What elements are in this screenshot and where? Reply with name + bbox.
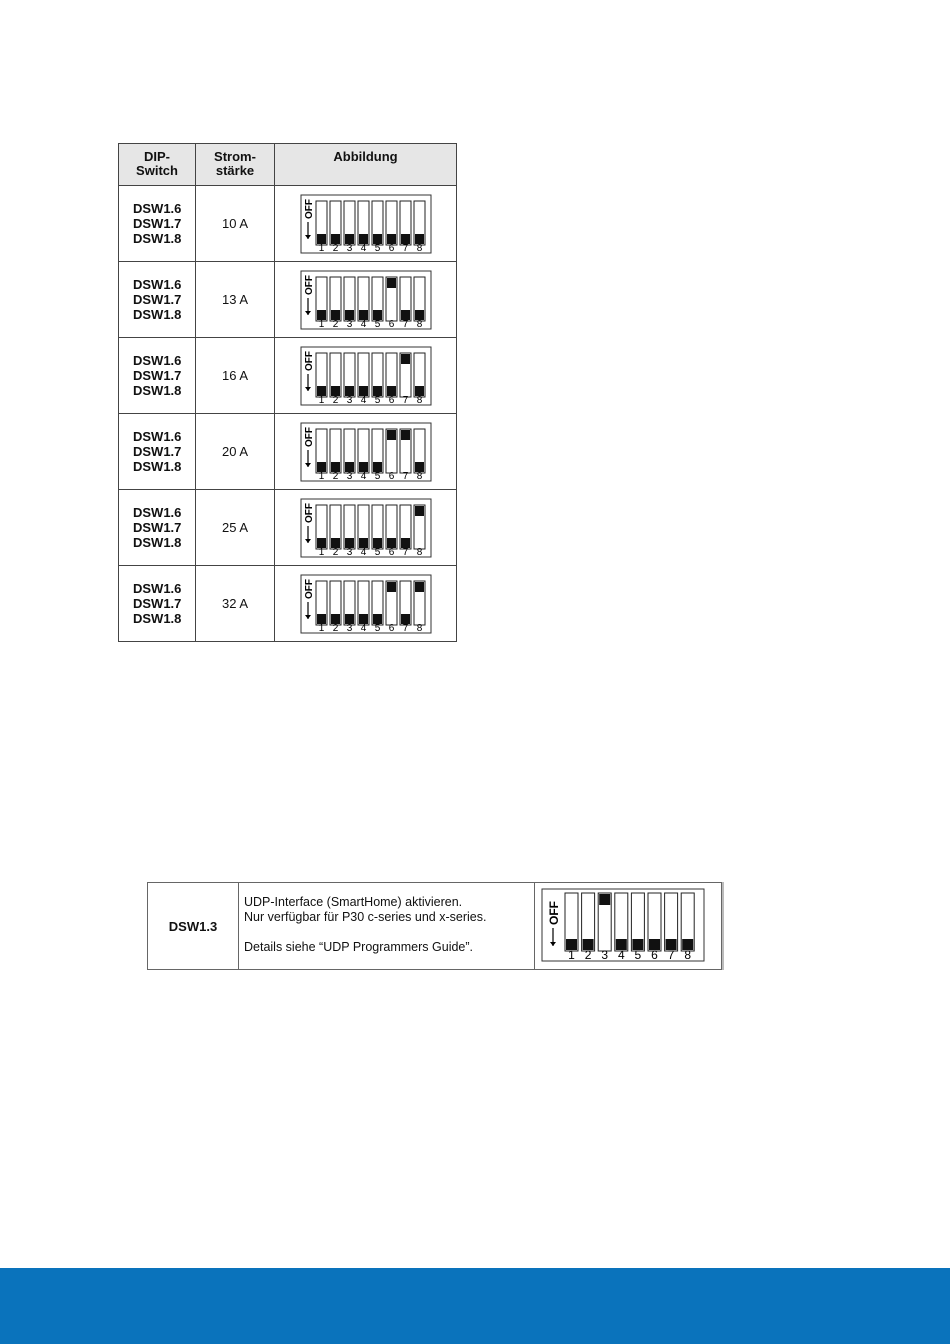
dip-switch-diagram	[535, 883, 723, 969]
dsw-label: DSW1.8	[133, 231, 182, 246]
switch-number: 5	[374, 622, 380, 634]
current-cell: 16 A	[196, 338, 275, 414]
dsw-cell	[119, 262, 196, 338]
switch-number: 2	[332, 318, 338, 330]
dsw-cell	[119, 186, 196, 262]
dsw-label: DSW1.8	[133, 459, 182, 474]
dsw-label: DSW1.7	[133, 520, 182, 535]
switch-number: 6	[388, 242, 394, 254]
figure-cell	[275, 262, 457, 338]
switch-number: 1	[318, 394, 324, 406]
dip-lever	[401, 354, 410, 364]
switch-number: 6	[651, 948, 658, 962]
switch-number: 5	[374, 242, 380, 254]
switch-number: 1	[318, 318, 324, 330]
dsw-cell	[119, 414, 196, 490]
switch-number: 7	[402, 394, 408, 406]
switch-number: 3	[346, 622, 352, 634]
dip-switch-diagram	[300, 269, 432, 331]
switch-number: 7	[402, 470, 408, 482]
header-dip-switch: DIP- Switch	[119, 144, 196, 186]
switch-number: 4	[360, 546, 366, 558]
current-cell: 32 A	[196, 566, 275, 642]
switch-number: 2	[584, 948, 592, 962]
header-abbildung: Abbildung	[275, 144, 457, 186]
switch-number: 1	[318, 622, 324, 634]
switch-number: 7	[667, 948, 675, 962]
switch-number: 5	[374, 394, 380, 406]
switch-number: 8	[416, 546, 422, 558]
switch-number: 2	[332, 394, 338, 406]
switch-number: 3	[601, 948, 609, 962]
figure-cell	[275, 414, 457, 490]
current-cell: 13 A	[196, 262, 275, 338]
dsw-label: DSW1.7	[133, 368, 182, 383]
switch-number: 8	[416, 470, 422, 482]
switch-number: 2	[332, 546, 338, 558]
udp-line-2: Nur verfügbar für P30 c-series und x-series.	[244, 910, 487, 924]
table-header-row	[119, 144, 457, 186]
switch-number: 7	[402, 318, 408, 330]
dsw-label: DSW1.7	[133, 216, 182, 231]
switch-number: 4	[360, 318, 366, 330]
switch-number: 3	[346, 394, 352, 406]
off-label: OFF	[303, 426, 315, 447]
udp-line-1: UDP-Interface (SmartHome) aktivieren.	[244, 895, 463, 909]
off-label: OFF	[303, 502, 315, 523]
switch-number: 6	[388, 622, 394, 634]
off-label: OFF	[303, 350, 315, 371]
dsw-cell	[119, 566, 196, 642]
dsw-label: DSW1.7	[133, 444, 182, 459]
switch-number: 4	[360, 242, 366, 254]
dip-switch-diagram	[300, 421, 432, 483]
dip-switch-diagram	[300, 345, 432, 407]
switch-number: 4	[360, 394, 366, 406]
dsw-label: DSW1.6	[133, 505, 182, 520]
switch-number: 1	[318, 546, 324, 558]
switch-number: 2	[332, 242, 338, 254]
udp-interface-box	[147, 882, 722, 970]
table-row	[119, 186, 457, 262]
switch-number: 6	[388, 394, 394, 406]
current-cell: 25 A	[196, 490, 275, 566]
dsw-label: DSW1.8	[133, 611, 182, 626]
off-label: OFF	[303, 274, 315, 295]
off-label: OFF	[547, 901, 561, 925]
switch-number: 6	[388, 470, 394, 482]
dsw-label: DSW1.6	[133, 201, 182, 216]
header-stromstaerke: Strom- stärke	[196, 144, 275, 186]
dip-lever	[599, 894, 610, 905]
current-cell: 10 A	[196, 186, 275, 262]
page-edge-line	[722, 882, 724, 970]
switch-number: 5	[634, 948, 642, 962]
switch-number: 8	[416, 318, 422, 330]
udp-switch-code: DSW1.3	[148, 883, 239, 969]
switch-number: 8	[416, 622, 422, 634]
switch-number: 8	[416, 242, 422, 254]
switch-number: 2	[332, 470, 338, 482]
dip-lever	[387, 430, 396, 440]
udp-figure-cell	[534, 883, 722, 969]
table-row	[119, 414, 457, 490]
figure-cell	[275, 566, 457, 642]
dsw-label: DSW1.8	[133, 535, 182, 550]
switch-number: 1	[318, 242, 324, 254]
switch-number: 3	[346, 318, 352, 330]
dip-lever	[387, 278, 396, 288]
table-row	[119, 490, 457, 566]
switch-number: 4	[360, 622, 366, 634]
off-label: OFF	[303, 198, 315, 219]
dsw-cell	[119, 338, 196, 414]
dip-switch-diagram	[300, 497, 432, 559]
switch-number: 7	[402, 242, 408, 254]
dip-lever	[415, 582, 424, 592]
dip-switch-table	[118, 143, 457, 642]
current-cell: 20 A	[196, 414, 275, 490]
switch-number: 4	[360, 470, 366, 482]
switch-number: 4	[617, 948, 625, 962]
dsw-label: DSW1.6	[133, 353, 182, 368]
switch-number: 3	[346, 470, 352, 482]
switch-number: 3	[346, 242, 352, 254]
dsw-label: DSW1.8	[133, 307, 182, 322]
dsw-label: DSW1.8	[133, 383, 182, 398]
table-row	[119, 338, 457, 414]
table-row	[119, 566, 457, 642]
switch-number: 2	[332, 622, 338, 634]
switch-number: 1	[318, 470, 324, 482]
switch-number: 7	[402, 622, 408, 634]
switch-number: 5	[374, 470, 380, 482]
udp-line-3: Details siehe “UDP Programmers Guide”.	[244, 940, 474, 954]
dsw-label: DSW1.6	[133, 429, 182, 444]
switch-number: 5	[374, 318, 380, 330]
figure-cell	[275, 186, 457, 262]
dsw-label: DSW1.6	[133, 277, 182, 292]
dip-switch-diagram	[300, 193, 432, 255]
dip-lever	[401, 430, 410, 440]
dsw-cell	[119, 490, 196, 566]
dip-switch-diagram	[300, 573, 432, 635]
switch-number: 6	[388, 318, 394, 330]
dsw-label: DSW1.7	[133, 292, 182, 307]
off-label: OFF	[303, 578, 315, 599]
table-row	[119, 262, 457, 338]
switch-number: 1	[568, 948, 575, 962]
udp-description	[244, 895, 534, 955]
switch-number: 5	[374, 546, 380, 558]
dip-lever	[387, 582, 396, 592]
figure-cell	[275, 490, 457, 566]
switch-number: 3	[346, 546, 352, 558]
switch-number: 7	[402, 546, 408, 558]
switch-number: 8	[416, 394, 422, 406]
figure-cell	[275, 338, 457, 414]
dsw-label: DSW1.7	[133, 596, 182, 611]
dip-lever	[415, 506, 424, 516]
dsw-label: DSW1.6	[133, 581, 182, 596]
switch-number: 6	[388, 546, 394, 558]
switch-number: 8	[684, 948, 692, 962]
footer-bar	[0, 1268, 950, 1344]
